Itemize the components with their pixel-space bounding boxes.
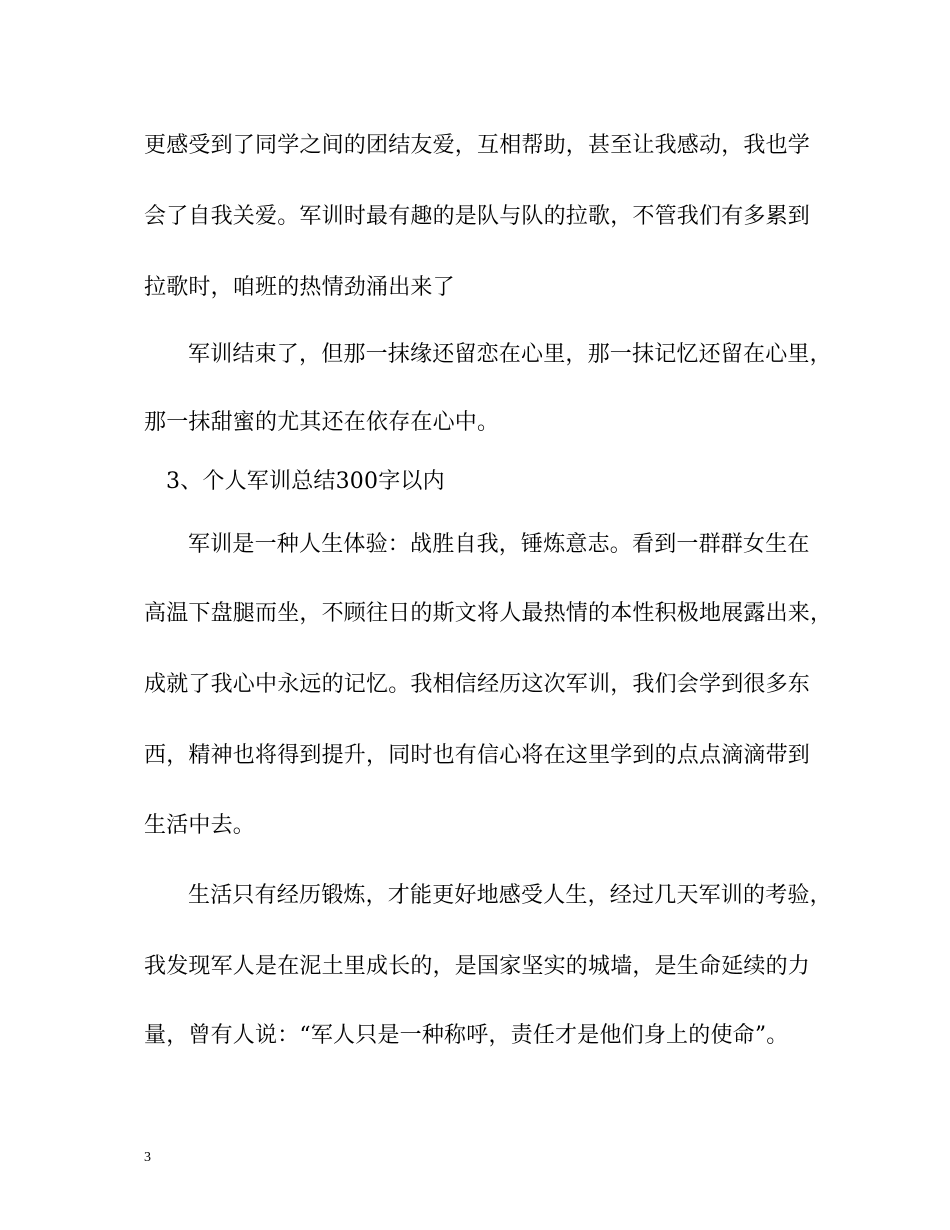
text-line: 量，曾有人说：“军人只是一种称呼，责任才是他们身上的使命”。: [144, 1023, 789, 1048]
text-line: 我发现军人是在泥土里成长的，是国家坚实的城墙，是生命延续的力: [144, 954, 811, 979]
text-line: 成就了我心中永远的记忆。我相信经历这次军训，我们会学到很多东: [144, 672, 811, 697]
text-line: 那一抹甜蜜的尤其还在依存在心中。: [144, 410, 500, 435]
page-number: 3: [144, 1150, 151, 1165]
paragraph-start-line: 军训结束了，但那一抹缘还留恋在心里，那一抹记忆还留在心里，: [188, 342, 832, 367]
text-line: 高温下盘腿而坐，不顾往日的斯文将人最热情的本性积极地展露出来，: [144, 601, 833, 626]
section-heading: 3、个人军训总结300字以内: [166, 469, 445, 494]
paragraph-start-line: 生活只有经历锻炼，才能更好地感受人生，经过几天军训的考验，: [188, 883, 832, 908]
text-line: 会了自我关爱。军训时最有趣的是队与队的拉歌，不管我们有多累到: [144, 204, 811, 229]
text-line: 生活中去。: [144, 813, 256, 838]
text-line: 西，精神也将得到提升，同时也有信心将在这里学到的点点滴滴带到: [144, 743, 811, 768]
text-line: 更感受到了同学之间的团结友爱，互相帮助，甚至让我感动，我也学: [144, 133, 811, 158]
paragraph-start-line: 军训是一种人生体验：战胜自我，锤炼意志。看到一群群女生在: [188, 532, 810, 557]
text-line: 拉歌时，咱班的热情劲涌出来了: [144, 275, 455, 300]
